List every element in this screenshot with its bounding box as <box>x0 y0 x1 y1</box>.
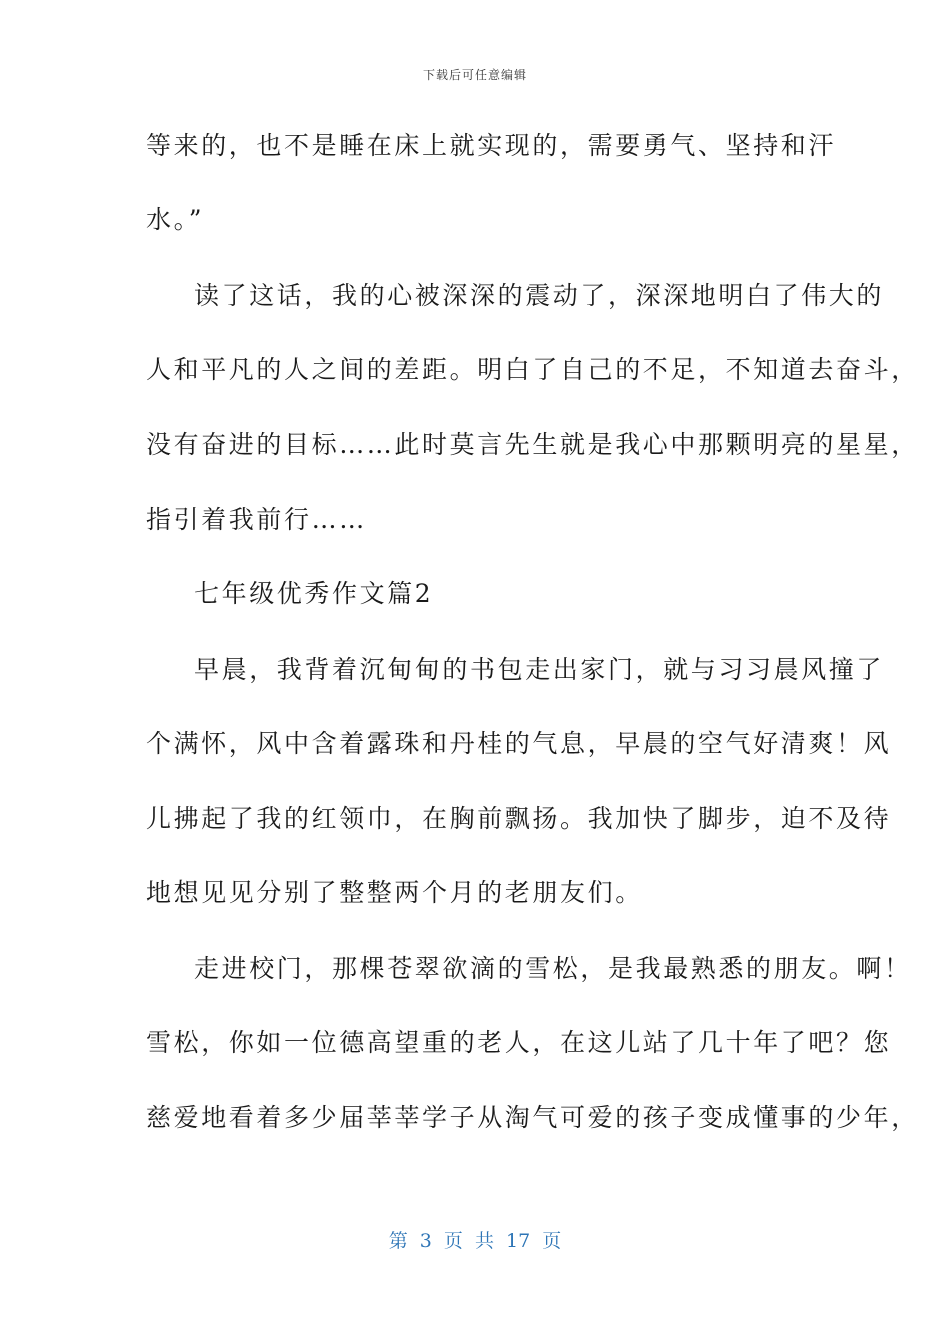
body-text-line: 人和平凡的人之间的差距。明白了自己的不足，不知道去奋斗， <box>146 355 919 384</box>
page-number-indicator: 第 3 页 共 17 页 <box>388 1230 562 1252</box>
body-text-line: 早晨，我背着沉甸甸的书包走出家门，就与习习晨风撞了 <box>194 655 885 684</box>
body-text-line: 慈爱地看着多少届莘莘学子从淘气可爱的孩子变成懂事的少年， <box>146 1103 919 1132</box>
body-text-line: 水。” <box>146 205 205 234</box>
section-heading: 七年级优秀作文篇2 <box>194 579 434 608</box>
body-text-line: 指引着我前行…… <box>146 505 367 534</box>
body-text-line: 个满怀，风中含着露珠和丹桂的气息，早晨的空气好清爽！风 <box>146 729 892 758</box>
body-text-line: 儿拂起了我的红领巾，在胸前飘扬。我加快了脚步，迫不及待 <box>146 804 892 833</box>
body-text-line: 走进校门，那棵苍翠欲滴的雪松，是我最熟悉的朋友。啊！ <box>194 954 912 983</box>
body-text-line: 等来的，也不是睡在床上就实现的，需要勇气、坚持和汗 <box>146 131 837 160</box>
body-text-line: 雪松，你如一位德高望重的老人，在这儿站了几十年了吧？您 <box>146 1028 892 1057</box>
body-text-line: 地想见见分别了整整两个月的老朋友们。 <box>146 878 643 907</box>
page-header-note: 下载后可任意编辑 <box>422 68 527 82</box>
body-text-line: 没有奋进的目标……此时莫言先生就是我心中那颗明亮的星星， <box>146 430 919 459</box>
body-text-line: 读了这话，我的心被深深的震动了，深深地明白了伟大的 <box>194 281 885 310</box>
